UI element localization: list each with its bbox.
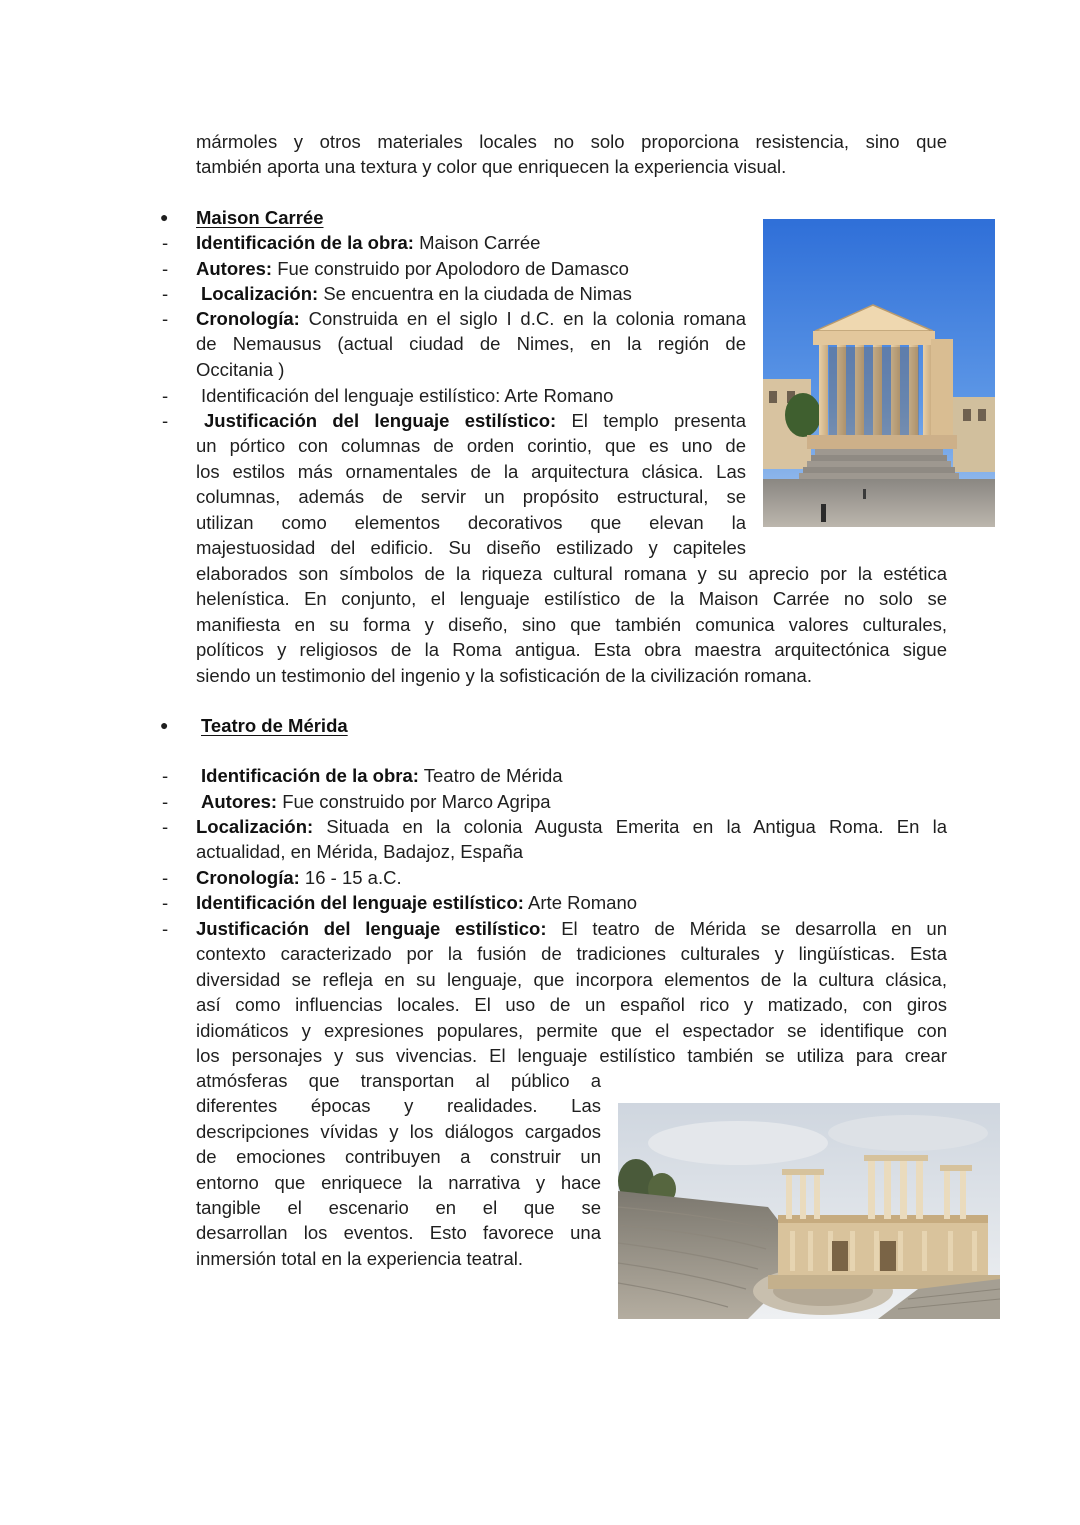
dash-marker: -	[162, 816, 169, 837]
dash-marker: -	[162, 258, 169, 279]
maison-just-wide-1: elaborados son símbolos de la riqueza cultural romana y su aprecio por la estética	[196, 563, 947, 584]
merida-just-row	[0, 916, 1080, 1066]
merida-loc-line-1: Situada en la colonia Augusta Emerita en la Antigua Roma. En la	[313, 816, 947, 837]
merida-just-narrow-5: entorno que enriquece la narrativa y hace	[196, 1171, 601, 1193]
dash-marker: -	[162, 892, 169, 913]
merida-heading-row	[0, 713, 1080, 738]
merida-just-wide-2: diversidad se refleja en su lenguaje, que incorpora elementos de la cultura clásica,	[196, 968, 947, 990]
maison-just-narrow-5: majestuosidad del edificio. Su diseño estilizado y capiteles	[196, 536, 746, 558]
maison-lenguaje: Identificación del lenguaje estilístico: Arte Romano	[201, 385, 614, 406]
merida-just-wide-5: los personajes y sus vivencias. El lenguaje estilístico también se utiliza para crear	[196, 1044, 947, 1066]
merida-just-line-1: El teatro de Mérida se desarrolla en un	[546, 918, 947, 939]
maison-autores-label: Autores:	[196, 258, 273, 279]
merida-loc-row	[0, 814, 1080, 863]
maison-just-wide-2: helenística. En conjunto, el lenguaje estilístico de la Maison Carrée no solo se	[196, 588, 947, 610]
dash-marker: -	[162, 867, 169, 888]
merida-loc-label: Localización:	[196, 816, 314, 837]
maison-loc-value: Se encuentra en la ciudada de Nimas	[318, 283, 632, 304]
maison-id-value: Maison Carrée	[413, 232, 541, 253]
maison-autores-value: Fue construido por Apolodoro de Damasco	[272, 258, 629, 279]
maison-just-narrow-2: los estilos más ornamentales de la arquitectura clásica. Las	[196, 460, 746, 482]
maison-loc-label: Localización:	[201, 283, 319, 304]
maison-just-line-1: El templo presenta	[556, 410, 746, 431]
maison-just-narrow-4: utilizan como elementos decorativos que elevan la	[196, 511, 746, 533]
dash-marker: -	[162, 791, 169, 812]
merida-crono-row	[0, 865, 1080, 890]
merida-lenguaje-row	[0, 890, 1080, 915]
merida-crono-value: 16 - 15 a.C.	[299, 867, 402, 888]
merida-lenguaje-value: Arte Romano	[523, 892, 638, 913]
intro-paragraph	[196, 129, 947, 180]
dash-marker: -	[162, 308, 169, 329]
dash-marker: -	[162, 283, 169, 304]
merida-just-label: Justificación del lenguaje estilístico:	[196, 918, 547, 939]
merida-just-narrow-1: atmósferas que transportan al público a	[196, 1070, 601, 1091]
teatro-merida-photo	[618, 1103, 1000, 1319]
dash-marker: -	[162, 765, 169, 786]
intro-line-2: también aporta una textura y color que enriquecen la experiencia visual.	[196, 156, 787, 178]
merida-just-narrow-6: tangible el escenario en el que se	[196, 1196, 601, 1218]
maison-just-label: Justificación del lenguaje estilístico:	[204, 410, 557, 431]
maison-carree-photo	[763, 219, 995, 527]
intro-line-1: mármoles y otros materiales locales no solo proporciona resistencia, sino que	[196, 131, 947, 152]
merida-just-wide-1: contexto caracterizado por la fusión de tradiciones culturales y lingüísticas. Esta	[196, 943, 947, 965]
maison-just-wide-4: políticos y religiosos de la Roma antigua. Esta obra maestra arquitectónica sigue	[196, 639, 947, 661]
merida-lenguaje-label: Identificación del lenguaje estilístico:	[196, 892, 524, 913]
merida-just-wide-3: así como influencias locales. El uso de un español rico y matizado, con giros	[196, 994, 947, 1016]
merida-autores-label: Autores:	[201, 791, 278, 812]
maison-just-narrow-1: un pórtico con columnas de orden corintio, que es uno de	[196, 435, 746, 457]
merida-autores-value: Fue construido por Marco Agripa	[277, 791, 551, 812]
merida-autores-row	[0, 789, 1080, 814]
maison-crono-line-1: Construida en el siglo I d.C. en la colonia romana	[299, 308, 746, 329]
merida-crono-label: Cronología:	[196, 867, 300, 888]
merida-just-narrow-3: descripciones vívidas y los diálogos cargados	[196, 1120, 601, 1142]
merida-just-last: inmersión total en la experiencia teatral.	[196, 1247, 524, 1269]
merida-heading: Teatro de Mérida	[201, 715, 348, 736]
maison-just-wide-3: manifiesta en su forma y diseño, sino que también comunica valores culturales,	[196, 613, 947, 635]
maison-id-label: Identificación de la obra:	[196, 232, 414, 253]
merida-id-row	[0, 763, 1080, 788]
maison-just-last: siendo un testimonio del ingenio y la sofisticación de la civilización romana.	[196, 664, 812, 686]
dash-marker: -	[162, 918, 169, 939]
merida-just-narrow-7: desarrollan los eventos. Esto favorece una	[196, 1222, 601, 1244]
maison-heading: Maison Carrée	[196, 207, 324, 228]
maison-crono-label: Cronología:	[196, 308, 300, 329]
merida-loc-line-2: actualidad, en Mérida, Badajoz, España	[196, 841, 524, 863]
maison-crono-line-3: Occitania )	[196, 358, 285, 380]
bullet-icon: ●	[160, 717, 169, 733]
dash-marker: -	[162, 232, 169, 253]
dash-marker: -	[162, 385, 169, 406]
maison-crono-line-2: de Nemausus (actual ciudad de Nimes, en la región de	[196, 333, 746, 355]
merida-id-label: Identificación de la obra:	[201, 765, 419, 786]
bullet-icon: ●	[160, 209, 169, 225]
merida-just-narrow-2: diferentes épocas y realidades. Las	[196, 1095, 601, 1117]
merida-id-value: Teatro de Mérida	[418, 765, 563, 786]
merida-just-narrow	[196, 1068, 601, 1271]
maison-just-narrow-3: columnas, además de servir un propósito estructural, se	[196, 486, 746, 508]
dash-marker: -	[162, 410, 169, 431]
merida-just-wide-4: idiomáticos y expresiones populares, permite que el espectador se identifique con	[196, 1019, 947, 1041]
merida-just-narrow-4: de emociones contribuyen a construir un	[196, 1146, 601, 1168]
maison-just-wide	[196, 561, 947, 688]
